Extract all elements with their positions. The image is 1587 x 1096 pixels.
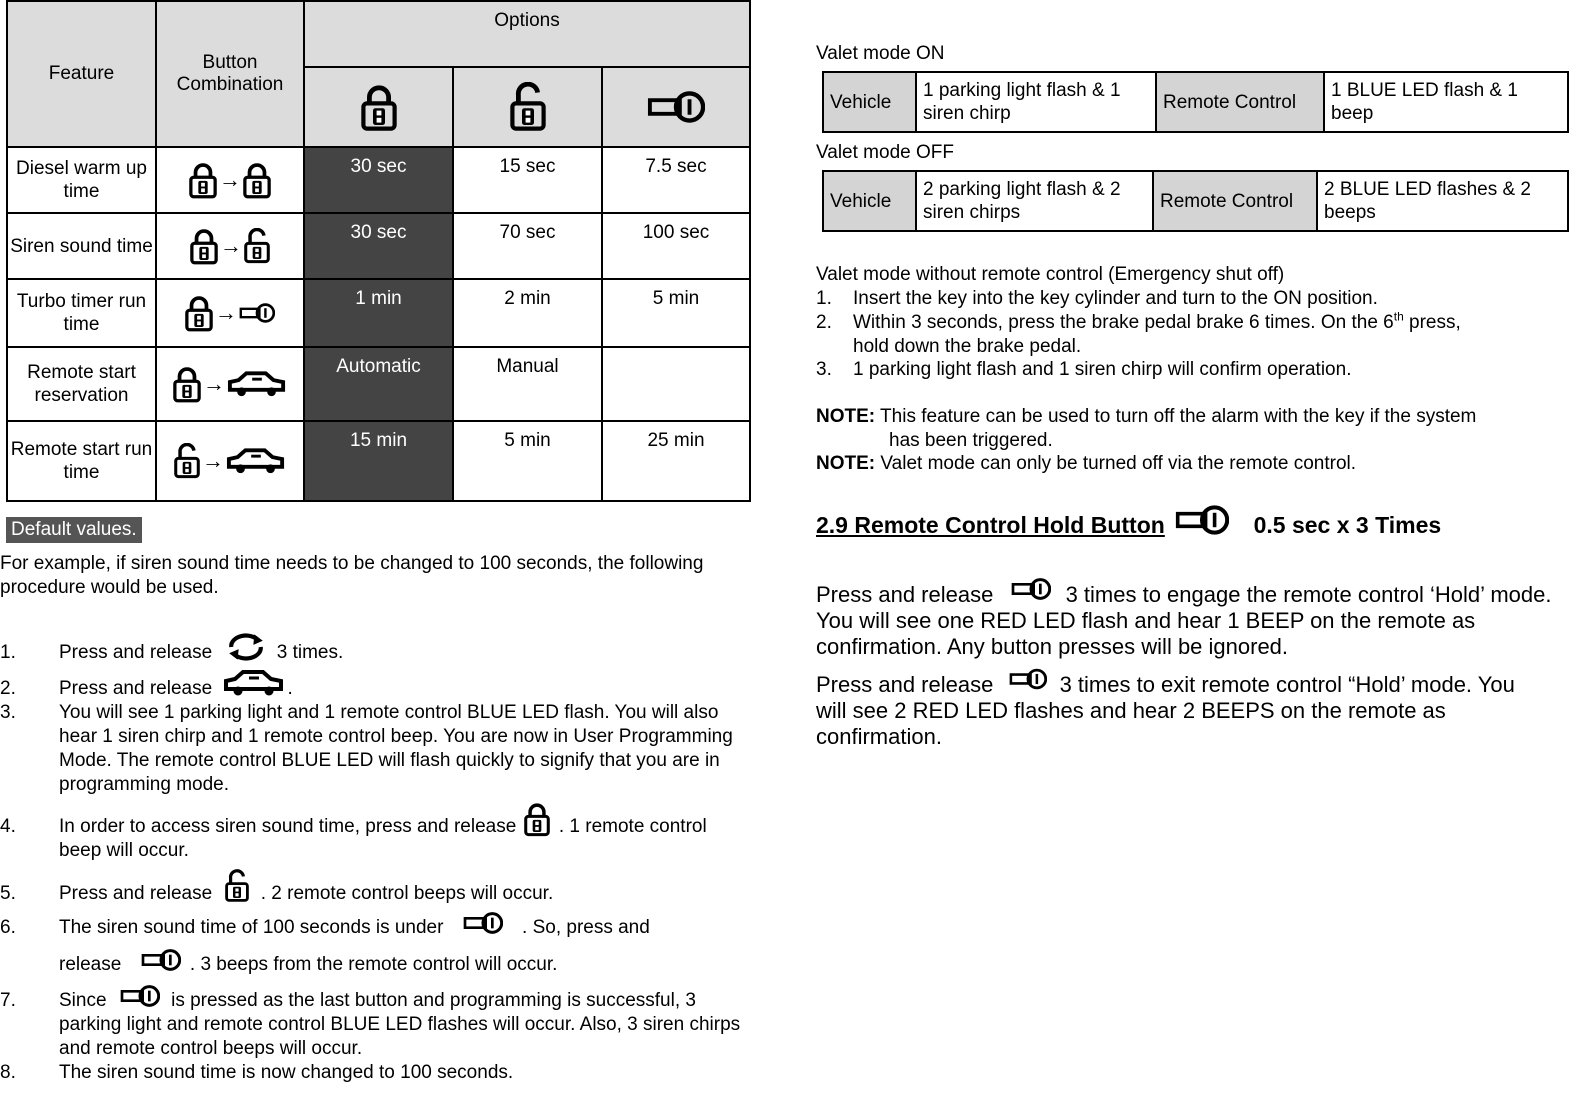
step-text: . bbox=[287, 678, 293, 699]
option-value-default: 30 sec bbox=[304, 147, 453, 213]
hold-paragraph-2 bbox=[816, 672, 1515, 698]
feature-name: Remote start run time bbox=[7, 421, 156, 501]
step-text: The siren sound time is now changed to 100 seconds. bbox=[59, 1062, 514, 1083]
step-text: Press and release bbox=[59, 642, 213, 663]
step-number: 4. bbox=[0, 816, 16, 837]
emergency-title: Valet mode without remote control (Emergency shut off) bbox=[816, 264, 1285, 285]
valet-on-table bbox=[822, 71, 1569, 133]
key-icon bbox=[647, 89, 705, 125]
note-1 bbox=[816, 405, 1476, 429]
emergency-item-3 bbox=[816, 358, 1352, 382]
step-text: Press and release bbox=[59, 883, 213, 904]
option-value: 25 min bbox=[602, 421, 750, 501]
arrow: → bbox=[220, 233, 242, 258]
paragraph-text: Press and release bbox=[816, 582, 994, 607]
valet-off-table bbox=[822, 170, 1569, 232]
valet-cell: Remote Control bbox=[1156, 72, 1324, 132]
option-unlock-cell bbox=[453, 67, 602, 147]
button-combo bbox=[156, 421, 304, 501]
feature-name: Siren sound time bbox=[7, 213, 156, 279]
valet-cell: 2 BLUE LED flashes & 2 beeps bbox=[1317, 171, 1568, 231]
step-text: . So, press and bbox=[522, 917, 650, 938]
step-text: You will see 1 parking light and 1 remote control BLUE LED flash. You will also hear 1 siren chirp and 1 remote control beep. You are now in User Programming Mode. The remote control BLUE LED will flash quickly to signify that you are in programming mode. bbox=[59, 702, 733, 795]
car-icon bbox=[223, 669, 285, 697]
note-1-continued: has been triggered. bbox=[889, 430, 1053, 451]
unlock-icon bbox=[174, 443, 200, 479]
item-text: 1 parking light flash and 1 siren chirp will confirm operation. bbox=[853, 359, 1352, 380]
valet-cell: 2 parking light flash & 2 siren chirps bbox=[916, 171, 1153, 231]
item-text: Insert the key into the key cylinder and turn to the ON position. bbox=[853, 288, 1378, 309]
key-icon bbox=[1011, 574, 1051, 604]
valet-cell: Remote Control bbox=[1153, 171, 1317, 231]
option-value-default: 30 sec bbox=[304, 213, 453, 279]
step-text: . 1 remote control beep will occur. bbox=[59, 816, 707, 861]
button-combo bbox=[156, 213, 304, 279]
key-icon bbox=[463, 910, 503, 936]
paragraph-text: Press and release bbox=[816, 672, 994, 697]
hold-paragraph-2-line-2: will see 2 RED LED flashes and hear 2 BEEPS on the remote as bbox=[816, 698, 1446, 723]
lock-icon bbox=[524, 801, 550, 837]
car-icon bbox=[226, 447, 286, 475]
lock-icon bbox=[189, 161, 217, 199]
step-text: . 3 beeps from the remote control will occur. bbox=[189, 954, 558, 975]
hold-paragraph-2-line-3: confirmation. bbox=[816, 724, 942, 749]
item-number: 3. bbox=[816, 359, 832, 380]
unlock-icon bbox=[225, 869, 249, 903]
option-value: 5 min bbox=[453, 421, 602, 501]
step-text: . 2 remote control beeps will occur. bbox=[260, 883, 554, 904]
unlock-icon bbox=[244, 228, 270, 264]
button-combo bbox=[156, 279, 304, 347]
step-number: 5. bbox=[0, 883, 16, 904]
arrow: → bbox=[219, 167, 241, 192]
valet-cell: Vehicle bbox=[823, 72, 916, 132]
lock-icon bbox=[185, 294, 213, 332]
emergency-item-2 bbox=[816, 309, 1461, 335]
button-combo bbox=[156, 347, 304, 421]
hold-heading-row bbox=[816, 508, 1441, 542]
step-text: Since bbox=[59, 990, 107, 1011]
step-number: 7. bbox=[0, 990, 16, 1011]
item-number: 1. bbox=[816, 288, 832, 309]
emergency-item-1 bbox=[816, 287, 1378, 311]
option-key-cell bbox=[602, 67, 750, 147]
option-value-default: 1 min bbox=[304, 279, 453, 347]
lock-icon bbox=[243, 161, 271, 199]
step-text: release bbox=[59, 954, 122, 975]
option-value bbox=[602, 347, 750, 421]
superscript: th bbox=[1393, 309, 1404, 324]
arrow: → bbox=[202, 448, 224, 473]
paragraph-text: 3 times to exit remote control “Hold’ mode. You bbox=[1059, 672, 1515, 697]
option-value: 7.5 sec bbox=[602, 147, 750, 213]
lock-icon bbox=[173, 365, 201, 403]
step-text: The siren sound time of 100 seconds is under bbox=[59, 917, 444, 938]
step-text: In order to access siren sound time, press and release bbox=[59, 816, 517, 837]
step-text: 3 times. bbox=[276, 642, 344, 663]
note-2 bbox=[816, 452, 1356, 476]
key-icon bbox=[1175, 503, 1229, 537]
valet-cell: Vehicle bbox=[823, 171, 916, 231]
step-number: 8. bbox=[0, 1062, 16, 1083]
option-value: 100 sec bbox=[602, 213, 750, 279]
header-button-combination: Button Combination bbox=[156, 1, 304, 147]
arrow: → bbox=[215, 300, 237, 325]
paragraph-text: 3 times to engage the remote control ‘Hold’ mode. bbox=[1065, 582, 1552, 607]
option-value-default: 15 min bbox=[304, 421, 453, 501]
option-value: 2 min bbox=[453, 279, 602, 347]
option-value: 5 min bbox=[602, 279, 750, 347]
unlock-icon bbox=[510, 82, 546, 132]
header-options: Options bbox=[304, 1, 750, 67]
key-icon bbox=[141, 947, 181, 973]
valet-on-label: Valet mode ON bbox=[816, 43, 945, 64]
car-icon bbox=[227, 370, 287, 398]
valet-cell: 1 parking light flash & 1 siren chirp bbox=[916, 72, 1156, 132]
step-number: 2. bbox=[0, 678, 16, 699]
hold-timing: 0.5 sec x 3 Times bbox=[1253, 512, 1442, 538]
step-number: 6. bbox=[0, 917, 16, 938]
default-values-badge: Default values. bbox=[6, 517, 142, 543]
option-value: 15 sec bbox=[453, 147, 602, 213]
step-number: 1. bbox=[0, 642, 16, 663]
valet-cell: 1 BLUE LED flash & 1 beep bbox=[1324, 72, 1568, 132]
arrow: → bbox=[203, 371, 225, 396]
sync-icon bbox=[225, 632, 267, 662]
intro-paragraph: For example, if siren sound time needs to be changed to 100 seconds, the following procedure would be used. bbox=[0, 553, 704, 598]
features-table bbox=[6, 0, 751, 502]
note-text: This feature can be used to turn off the alarm with the key if the system bbox=[880, 406, 1477, 427]
hold-paragraph-1-line-3: confirmation. Any button presses will be ignored. bbox=[816, 634, 1289, 659]
feature-name: Diesel warm up time bbox=[7, 147, 156, 213]
step-text: is pressed as the last button and programming is successful, 3 parking light and remote control BLUE LED flashes will occur. Also, 3 siren chirps and remote control beeps will occur. bbox=[59, 990, 741, 1059]
step-number: 3. bbox=[0, 702, 16, 723]
note-text: Valet mode can only be turned off via the remote control. bbox=[880, 453, 1357, 474]
feature-name: Turbo timer run time bbox=[7, 279, 156, 347]
key-icon bbox=[1009, 665, 1047, 693]
key-icon bbox=[239, 301, 275, 325]
hold-paragraph-1 bbox=[816, 582, 1551, 608]
note-label: NOTE: bbox=[816, 406, 876, 427]
feature-name: Remote start reservation bbox=[7, 347, 156, 421]
hold-paragraph-1-line-2: You will see one RED LED flash and hear 1 BEEP on the remote as bbox=[816, 608, 1476, 633]
step-text: Press and release bbox=[59, 678, 213, 699]
lock-icon bbox=[361, 82, 397, 132]
key-icon bbox=[120, 983, 160, 1009]
note-label: NOTE: bbox=[816, 453, 876, 474]
valet-off-label: Valet mode OFF bbox=[816, 142, 954, 163]
item-text: press, bbox=[1409, 312, 1461, 333]
option-value-default: Automatic bbox=[304, 347, 453, 421]
header-feature: Feature bbox=[7, 1, 156, 147]
lock-icon bbox=[190, 227, 218, 265]
item-text: Within 3 seconds, press the brake pedal brake 6 times. On the 6 bbox=[853, 312, 1394, 333]
button-combo bbox=[156, 147, 304, 213]
option-value: Manual bbox=[453, 347, 602, 421]
emergency-item-2-continued: hold down the brake pedal. bbox=[853, 336, 1082, 357]
item-number: 2. bbox=[816, 312, 832, 333]
option-lock-cell bbox=[304, 67, 453, 147]
option-value: 70 sec bbox=[453, 213, 602, 279]
section-heading: 2.9 Remote Control Hold Button bbox=[816, 512, 1165, 538]
